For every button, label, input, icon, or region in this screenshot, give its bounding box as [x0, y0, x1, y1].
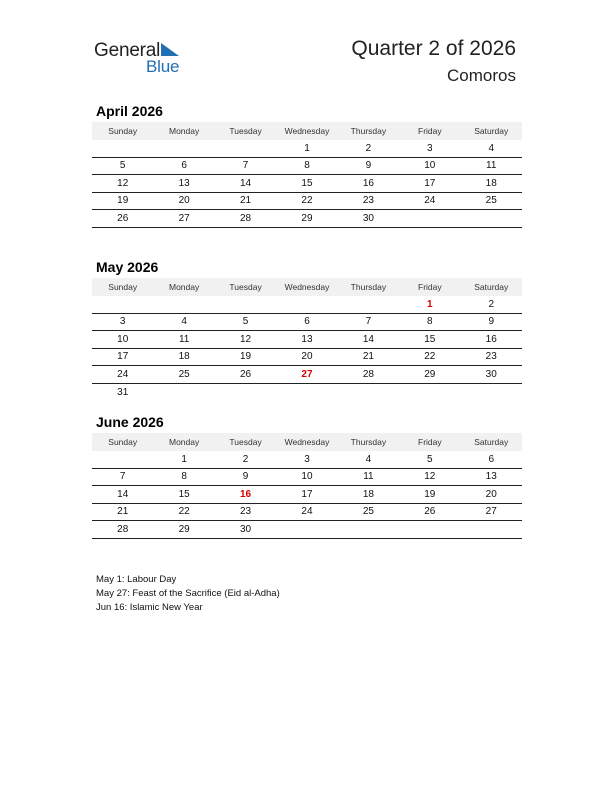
weekday-label: Friday — [418, 282, 442, 292]
day-cell: 12 — [239, 333, 252, 345]
month-title: May 2026 — [96, 259, 159, 275]
day-cell: 21 — [239, 195, 252, 207]
day-cell: 10 — [301, 471, 313, 483]
holiday-note: Jun 16: Islamic New Year — [96, 602, 203, 613]
weekday-label: Thursday — [350, 437, 387, 447]
weekday-label: Wednesday — [284, 437, 330, 447]
day-cell: 13 — [301, 333, 313, 345]
day-cell: 24 — [424, 195, 436, 207]
weekday-label: Friday — [418, 437, 442, 447]
week-row — [92, 296, 522, 314]
day-cell: 13 — [485, 471, 497, 483]
day-cell: 8 — [427, 316, 433, 328]
day-cell: 29 — [178, 523, 190, 535]
holiday-day-cell: 16 — [239, 488, 252, 500]
day-cell: 2 — [365, 142, 372, 154]
day-cell: 23 — [239, 506, 252, 518]
day-cell: 20 — [301, 351, 313, 363]
week-row — [92, 175, 522, 193]
day-cell: 25 — [485, 195, 497, 207]
weekday-label: Thursday — [350, 126, 387, 136]
day-cell: 6 — [304, 316, 310, 328]
day-cell: 14 — [117, 488, 129, 500]
holiday-note: May 27: Feast of the Sacrifice (Eid al-Adha) — [96, 588, 280, 599]
calendar-grid — [92, 122, 522, 228]
day-cell: 15 — [424, 333, 436, 345]
day-cell: 12 — [424, 471, 436, 483]
day-cell: 15 — [301, 177, 313, 189]
day-cell: 9 — [488, 316, 495, 328]
day-cell: 16 — [362, 177, 374, 189]
day-cell: 2 — [488, 298, 495, 310]
calendar-grid — [92, 278, 522, 401]
day-cell: 8 — [304, 160, 310, 172]
week-row — [92, 486, 522, 504]
week-row — [92, 384, 522, 402]
calendar-grid — [92, 433, 522, 539]
day-cell: 27 — [485, 506, 497, 518]
generalblue-logo — [94, 40, 194, 80]
day-cell: 30 — [362, 212, 374, 224]
week-row — [92, 331, 522, 349]
day-cell: 4 — [488, 142, 495, 154]
day-cell: 18 — [362, 488, 374, 500]
week-row — [92, 193, 522, 211]
day-cell: 9 — [365, 160, 372, 172]
weekday-label: Monday — [169, 282, 200, 292]
day-cell: 11 — [363, 471, 374, 483]
day-cell: 21 — [117, 506, 129, 518]
day-cell: 17 — [424, 177, 436, 189]
weekday-header-row — [92, 278, 522, 296]
holiday-notes — [96, 573, 280, 615]
day-cell: 4 — [181, 316, 187, 328]
day-cell: 31 — [117, 386, 129, 398]
weekday-label: Tuesday — [229, 126, 262, 136]
day-cell: 4 — [365, 453, 372, 465]
day-cell: 22 — [178, 506, 190, 518]
day-cell: 20 — [485, 488, 497, 500]
day-cell: 3 — [304, 453, 310, 465]
day-cell: 22 — [424, 351, 436, 363]
day-cell: 19 — [424, 488, 436, 500]
day-cell: 27 — [178, 212, 190, 224]
day-cell: 24 — [117, 368, 129, 380]
holiday-day-cell: 27 — [301, 368, 313, 380]
day-cell: 16 — [485, 333, 497, 345]
weekday-label: Friday — [418, 126, 442, 136]
day-cell: 5 — [119, 160, 126, 172]
weekday-label: Sunday — [108, 126, 138, 136]
week-row — [92, 158, 522, 176]
day-cell: 10 — [424, 160, 436, 172]
day-cell: 8 — [181, 471, 187, 483]
day-cell: 18 — [485, 177, 497, 189]
weekday-label: Saturday — [474, 437, 509, 447]
week-row — [92, 451, 522, 469]
weekday-label: Tuesday — [229, 437, 262, 447]
day-cell: 25 — [362, 506, 374, 518]
week-row — [92, 314, 522, 332]
logo-general-text: General — [94, 40, 161, 61]
day-cell: 14 — [239, 177, 252, 189]
weekday-label: Sunday — [108, 282, 138, 292]
day-cell: 29 — [424, 368, 436, 380]
day-cell: 22 — [301, 195, 313, 207]
day-cell: 24 — [301, 506, 313, 518]
day-cell: 7 — [242, 160, 249, 172]
day-cell: 1 — [304, 142, 310, 154]
holiday-note: May 1: Labour Day — [96, 574, 177, 585]
logo-blue-text: Blue — [146, 57, 180, 76]
day-cell: 20 — [178, 195, 190, 207]
week-row — [92, 210, 522, 228]
day-cell: 30 — [239, 523, 252, 535]
day-cell: 6 — [181, 160, 187, 172]
day-cell: 7 — [365, 316, 372, 328]
day-cell: 17 — [301, 488, 313, 500]
month-title: April 2026 — [96, 103, 163, 119]
day-cell: 7 — [119, 471, 126, 483]
day-cell: 12 — [117, 177, 129, 189]
day-cell: 13 — [178, 177, 190, 189]
day-cell: 5 — [427, 453, 433, 465]
weekday-header-row — [92, 122, 522, 140]
week-row — [92, 140, 522, 158]
week-row — [92, 504, 522, 522]
day-cell: 11 — [178, 333, 190, 345]
month-title: June 2026 — [96, 414, 164, 430]
day-cell: 30 — [485, 368, 497, 380]
weekday-label: Monday — [169, 437, 200, 447]
day-cell: 6 — [488, 453, 495, 465]
weekday-label: Wednesday — [284, 126, 330, 136]
day-cell: 23 — [485, 351, 497, 363]
week-row — [92, 366, 522, 384]
weekday-label: Monday — [169, 126, 200, 136]
day-cell: 23 — [362, 195, 374, 207]
weekday-label: Saturday — [474, 126, 509, 136]
weekday-label: Tuesday — [229, 282, 262, 292]
day-cell: 3 — [427, 142, 433, 154]
weekday-label: Sunday — [108, 437, 138, 447]
day-cell: 26 — [424, 506, 436, 518]
day-cell: 26 — [239, 368, 252, 380]
holiday-day-cell: 1 — [427, 298, 433, 310]
day-cell: 19 — [117, 195, 129, 207]
day-cell: 11 — [486, 160, 497, 172]
day-cell: 21 — [362, 351, 374, 363]
week-row — [92, 469, 522, 487]
day-cell: 5 — [242, 316, 249, 328]
day-cell: 25 — [178, 368, 190, 380]
day-cell: 28 — [117, 523, 129, 535]
day-cell: 26 — [117, 212, 129, 224]
country-subtitle: Comoros — [447, 66, 516, 85]
day-cell: 29 — [301, 212, 313, 224]
weekday-label: Wednesday — [284, 282, 330, 292]
day-cell: 2 — [242, 453, 249, 465]
day-cell: 28 — [362, 368, 374, 380]
day-cell: 17 — [117, 351, 129, 363]
day-cell: 28 — [239, 212, 252, 224]
day-cell: 3 — [119, 316, 126, 328]
day-cell: 19 — [239, 351, 252, 363]
weekday-header-row — [92, 433, 522, 451]
day-cell: 1 — [181, 453, 187, 465]
day-cell: 18 — [178, 351, 190, 363]
week-row — [92, 521, 522, 539]
day-cell: 10 — [117, 333, 129, 345]
weekday-label: Saturday — [474, 282, 509, 292]
day-cell: 15 — [178, 488, 190, 500]
day-cell: 9 — [242, 471, 249, 483]
day-cell: 14 — [362, 333, 374, 345]
week-row — [92, 349, 522, 367]
page-title: Quarter 2 of 2026 — [351, 37, 516, 60]
weekday-label: Thursday — [350, 282, 387, 292]
